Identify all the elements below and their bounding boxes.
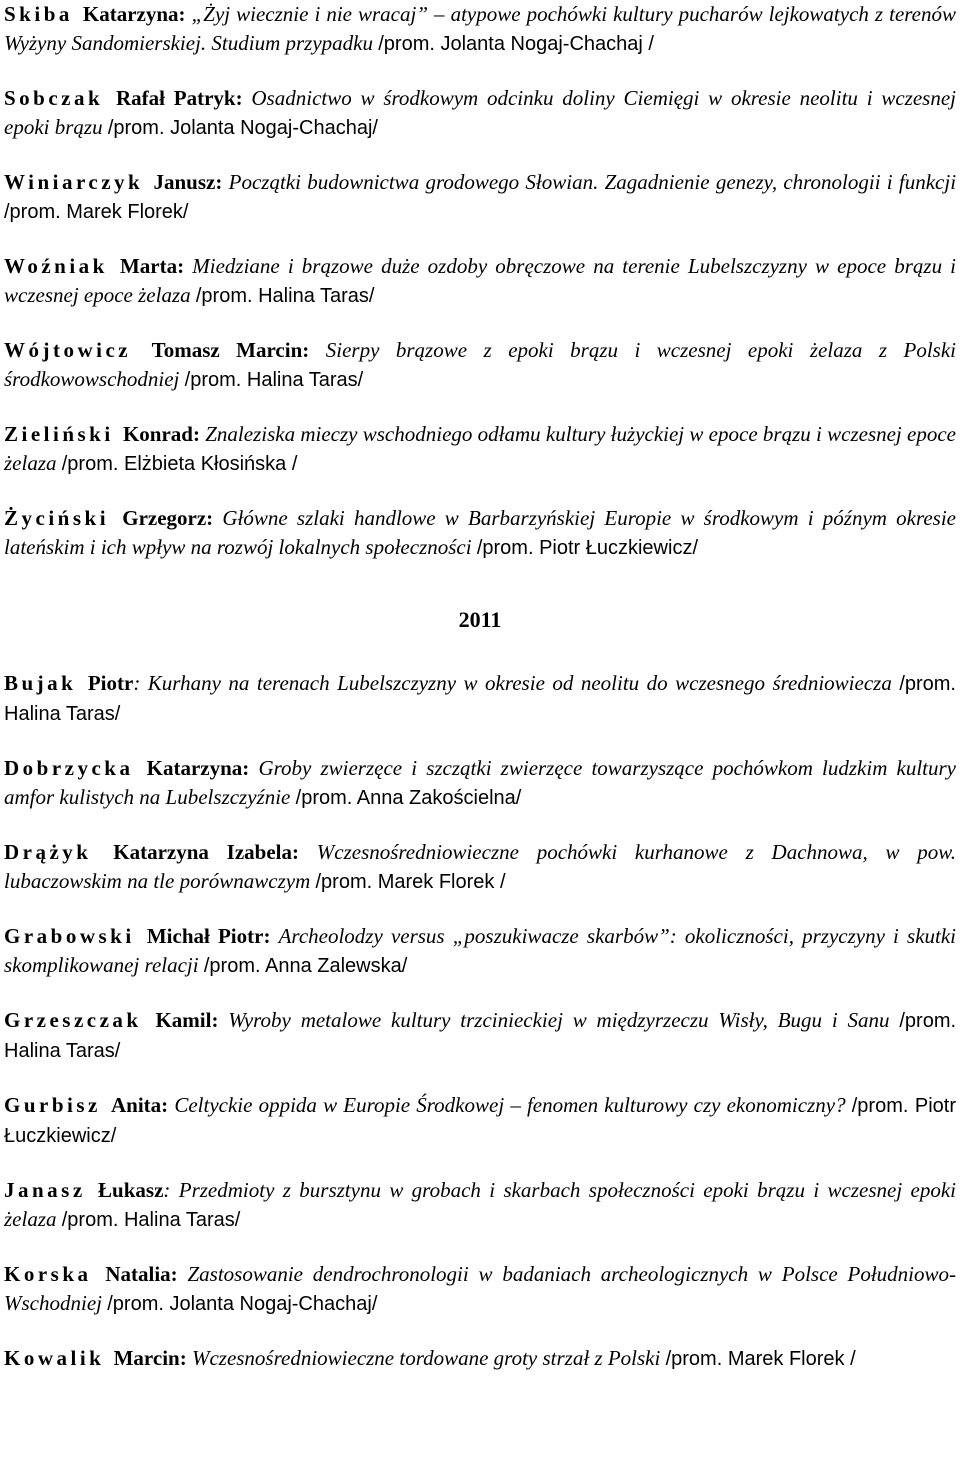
list-item: Woźniak Marta: Miedziane i brązowe duże ozdoby obręczowe na terenie Lubelszczyzny w epoce brązu i wczesnej epoce żelaza /prom. Halina Taras/ [4, 254, 957, 307]
list-item: Grabowski Michał Piotr: Archeolodzy versus „poszukiwacze skarbów”: okoliczności, przyczyny i skutki skomplikowanej relacji /prom. Anna Zalewska/ [4, 924, 957, 977]
list-item: Korska Natalia: Zastosowanie dendrochronologii w badaniach archeologicznych w Polsce Południowo-Wschodniej /prom. Jolanta Nogaj-Chachaj/ [4, 1262, 957, 1315]
list-item: Zieliński Konrad: Znaleziska mieczy wschodniego odłamu kultury łużyckiej w epoce brązu i wczesnej epoce żelaza /prom. Elżbieta Kłosińska / [4, 422, 956, 475]
list-item: Kowalik Marcin: Wczesnośredniowieczne tordowane groty strzał z Polski /prom. Marek Florek / [4, 1346, 856, 1370]
list-item: Janasz Łukasz: Przedmioty z bursztynu w grobach i skarbach społeczności epoki brązu i wczesnej epoki żelaza /prom. Halina Taras/ [4, 1178, 956, 1231]
list-item: Dobrzycka Katarzyna: Groby zwierzęce i szczątki zwierzęce towarzyszące pochówkom ludzkim kultury amfor kulistych na Lubelszczyźnie /prom. Anna Zakościelna/ [4, 756, 956, 809]
entries-2011 [4, 669, 956, 1374]
list-item: Winiarczyk Janusz: Początki budownictwa grodowego Słowian. Zagadnienie genezy, chronologii i funkcji /prom. Marek Florek/ [4, 170, 957, 223]
list-item: Życiński Grzegorz: Główne szlaki handlowe w Barbarzyńskiej Europie w środkowym i późnym okresie lateńskim i ich wpływ na rozwój lokalnych społeczności /prom. Piotr Łuczkiewicz/ [4, 506, 956, 559]
year-heading: 2011 [458, 607, 502, 632]
entries-2010 [4, 0, 956, 563]
list-item: Drążyk Katarzyna Izabela: Wczesnośredniowieczne pochówki kurhanowe z Dachnowa, w pow. lubaczowskim na tle porównawczym /prom. Marek Florek / [4, 840, 957, 893]
list-item: Skiba Katarzyna: „Żyj wiecznie i nie wracaj” – atypowe pochówki kultury pucharów lejkowatych z terenów Wyżyny Sandomierskiej. Studium przypadku /prom. Jolanta Nogaj-Chachaj / [4, 2, 957, 55]
list-item: Grzeszczak Kamil: Wyroby metalowe kultury trzcinieckiej w międzyrzeczu Wisły, Bugu i Sanu /prom. Halina Taras/ [4, 1008, 957, 1062]
list-item: Sobczak Rafał Patryk: Osadnictwo w środkowym odcinku doliny Ciemięgi w okresie neolitu i wczesnej epoki brązu /prom. Jolanta Nogaj-Chachaj/ [4, 86, 957, 139]
list-item: Gurbisz Anita: Celtyckie oppida w Europie Środkowej – fenomen kulturowy czy ekonomiczny? /prom. Piotr Łuczkiewicz/ [4, 1093, 956, 1147]
list-item: Wójtowicz Tomasz Marcin: Sierpy brązowe z epoki brązu i wczesnej epoki żelaza z Polski środkowowschodniej /prom. Halina Taras/ [4, 338, 957, 391]
list-item: Bujak Piotr: Kurhany na terenach Lubelszczyzny w okresie od neolitu do wczesnego średniowiecza /prom. Halina Taras/ [4, 671, 956, 725]
